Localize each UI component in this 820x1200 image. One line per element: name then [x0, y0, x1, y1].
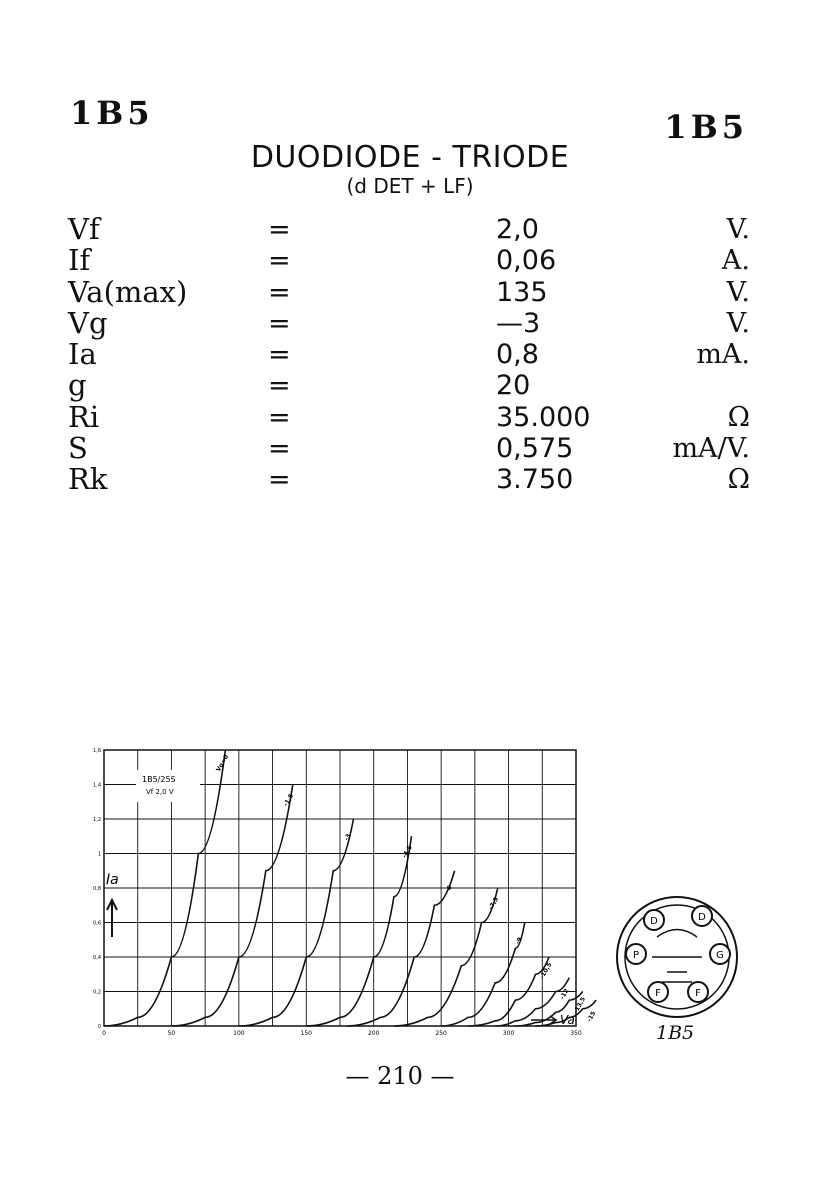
- chart-xlabel: Va: [560, 1013, 575, 1027]
- socket-diagram: [612, 892, 742, 1022]
- spec-unit: V.: [726, 307, 750, 339]
- tube-id-left: 1B5: [70, 94, 154, 132]
- spec-row: [68, 245, 750, 276]
- socket-pin-label: G: [716, 950, 724, 961]
- spec-symbol: If: [68, 243, 91, 278]
- x-tick-label: 0: [102, 1030, 106, 1037]
- curve-label: -6: [444, 884, 454, 894]
- socket-pin: [710, 944, 730, 964]
- socket-pin-label: D: [650, 916, 658, 927]
- spec-unit: mA/V.: [672, 433, 750, 465]
- spec-value: 0,8: [496, 339, 539, 371]
- spec-unit: Ω: [727, 464, 750, 496]
- y-tick-label: 1,4: [93, 782, 101, 789]
- spec-value: —3: [496, 307, 541, 339]
- plate-curve: [441, 923, 525, 1027]
- spec-row: [68, 433, 750, 464]
- spec-equals: =: [268, 433, 291, 465]
- spec-symbol: Ia: [68, 337, 97, 372]
- spec-unit: mA.: [696, 339, 750, 371]
- curve-label: -1,5: [282, 792, 296, 808]
- spec-unit: A.: [721, 245, 750, 277]
- curve-label: -13,5: [572, 996, 588, 1015]
- spec-value: 3.750: [496, 464, 574, 496]
- socket-pin-label: P: [632, 950, 640, 961]
- curve-label: -7,5: [487, 896, 501, 911]
- x-tick-label: 100: [233, 1030, 245, 1037]
- spec-symbol: Ri: [68, 399, 100, 434]
- socket-pin: [692, 906, 712, 926]
- spec-value: 135: [496, 276, 548, 308]
- spec-equals: =: [268, 307, 291, 339]
- socket-pin-label: D: [698, 912, 706, 923]
- tube-id-right: 1B5: [664, 108, 748, 146]
- tube-subtitle: (d DET + LF): [346, 174, 474, 198]
- spec-equals: =: [268, 245, 291, 277]
- spec-equals: =: [268, 339, 291, 371]
- spec-equals: =: [268, 401, 291, 433]
- plate-curve: [171, 785, 292, 1027]
- curve-label: -12: [558, 987, 571, 1001]
- y-tick-label: 0,6: [93, 920, 101, 927]
- spec-unit: V.: [726, 276, 750, 308]
- spec-equals: =: [268, 214, 291, 245]
- spec-row: [68, 305, 750, 340]
- y-tick-label: 0: [97, 1024, 101, 1030]
- spec-row: [68, 274, 750, 309]
- spec-equals: =: [268, 370, 291, 402]
- plate-curve: [306, 836, 411, 1026]
- x-tick-label: 350: [570, 1030, 582, 1037]
- spec-row: [68, 339, 750, 370]
- curve-label: Vg=0: [215, 753, 231, 773]
- spec-row: [68, 399, 750, 434]
- spec-row: [68, 370, 750, 401]
- y-tick-label: 1,2: [93, 817, 101, 823]
- spec-value: 2,0: [496, 214, 539, 245]
- socket-pin-label: F: [695, 988, 701, 999]
- x-tick-label: 200: [367, 1030, 380, 1037]
- spec-unit: V.: [726, 214, 750, 245]
- curve-label: -10,5: [538, 961, 554, 980]
- socket-pin: [688, 982, 708, 1002]
- socket-pin: [648, 982, 668, 1002]
- socket-pin: [644, 910, 664, 930]
- spec-symbol: Vf: [68, 212, 100, 246]
- curve-label: -4,5: [401, 844, 414, 860]
- spec-value: 20: [496, 370, 531, 402]
- socket-electrodes-icon: [652, 930, 702, 983]
- spec-symbol: Va(max): [68, 274, 188, 309]
- y-tick-label: 0,4: [93, 955, 101, 961]
- y-tick-label: 1,6: [93, 748, 101, 754]
- spec-equals: =: [268, 464, 291, 496]
- y-tick-label: 0,8: [93, 886, 101, 892]
- spec-value: 0,06: [496, 245, 557, 277]
- y-tick-label: 0,2: [93, 989, 101, 996]
- curve-label: -15: [585, 1010, 598, 1024]
- chart-ylabel: Ia: [106, 872, 119, 888]
- curve-label: -9: [514, 936, 524, 946]
- x-tick-label: 150: [300, 1030, 313, 1037]
- socket-pin: [626, 944, 646, 964]
- curve-label: -3: [343, 832, 353, 842]
- socket-pin-label: F: [655, 988, 661, 999]
- spec-symbol: Rk: [68, 462, 108, 497]
- spec-symbol: S: [68, 431, 88, 466]
- socket-label: 1B5: [656, 1022, 695, 1044]
- spec-unit: Ω: [727, 401, 750, 433]
- plate-curve: [347, 871, 455, 1026]
- x-tick-label: 300: [502, 1030, 515, 1037]
- y-tick-label: 1: [97, 851, 101, 858]
- spec-table: [68, 214, 750, 496]
- chart-subtitle: Vf 2,0 V: [146, 788, 174, 796]
- spec-row: [68, 214, 750, 245]
- spec-value: 0,575: [496, 433, 574, 465]
- spec-value: 35.000: [496, 401, 591, 433]
- spec-equals: =: [268, 276, 291, 308]
- spec-row: [68, 464, 750, 495]
- tube-title: DUODIODE - TRIODE: [250, 140, 570, 175]
- x-tick-label: 250: [435, 1030, 447, 1037]
- y-arrow-icon: [107, 900, 117, 937]
- chart-title: 1B5/25S: [142, 775, 176, 784]
- plate-characteristics-chart: [86, 742, 596, 1042]
- spec-symbol: g: [68, 368, 87, 403]
- plate-curve: [495, 978, 569, 1026]
- spec-symbol: Vg: [68, 305, 108, 340]
- x-tick-label: 50: [167, 1030, 176, 1037]
- page-number: — 210 —: [345, 1062, 455, 1090]
